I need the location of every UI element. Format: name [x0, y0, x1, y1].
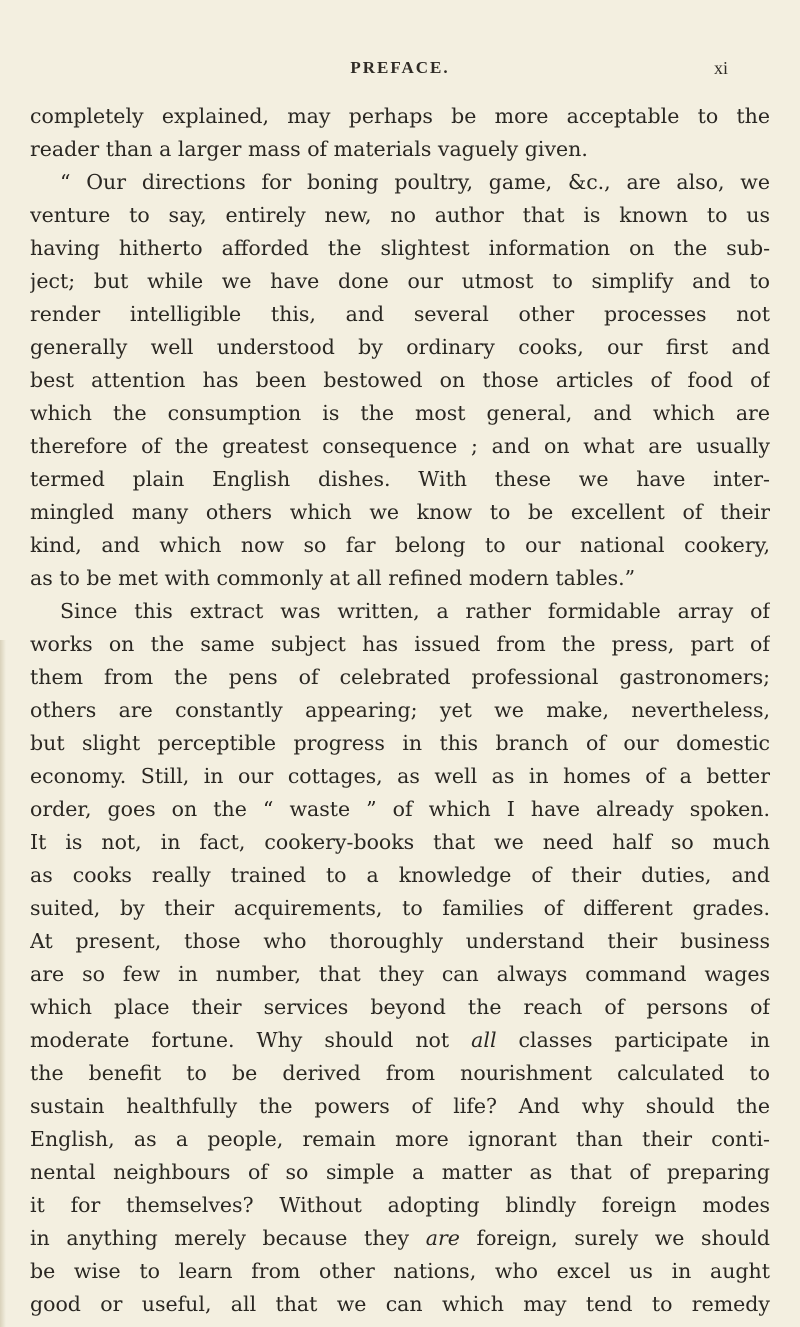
text-line: generally well understood by ordinary cooks, our first and	[30, 335, 770, 359]
running-head-title: PREFACE.	[350, 58, 450, 77]
text-line: “ Our directions for boning poultry, game, &c., are also, we	[60, 170, 770, 194]
text-line: mingled many others which we know to be excellent of their	[30, 500, 770, 524]
text-line: are so few in number, that they can always command wages	[30, 962, 770, 986]
text-line: Since this extract was written, a rather formidable array of	[60, 599, 770, 623]
text-line: in anything merely because they are foreign, surely we should	[30, 1226, 770, 1250]
page-edge-shadow	[0, 640, 6, 1327]
body-text	[30, 100, 770, 1321]
text-line: but slight perceptible progress in this branch of our domestic	[30, 731, 770, 755]
text-line: having hitherto afforded the slightest information on the sub-	[30, 236, 770, 260]
text-line: others are constantly appearing; yet we make, nevertheless,	[30, 698, 770, 722]
text-line: It is not, in fact, cookery-books that we need half so much	[30, 830, 770, 854]
text-line: it for themselves? Without adopting blindly foreign modes	[30, 1193, 770, 1217]
text-line: works on the same subject has issued from the press, part of	[30, 632, 770, 656]
text-line: which place their services beyond the reach of persons of	[30, 995, 770, 1019]
text-line: reader than a larger mass of materials vaguely given.	[30, 137, 588, 161]
text-line: completely explained, may perhaps be more acceptable to the	[30, 104, 770, 128]
text-line: them from the pens of celebrated professional gastronomers;	[30, 665, 770, 689]
text-line: nental neighbours of so simple a matter as that of preparing	[30, 1160, 770, 1184]
text-line: moderate fortune. Why should not all classes participate in	[30, 1028, 770, 1052]
text-line: order, goes on the “ waste ” of which I have already spoken.	[30, 797, 770, 821]
text-line: therefore of the greatest consequence ; and on what are usually	[30, 434, 770, 458]
text-line: termed plain English dishes. With these we have inter-	[30, 467, 770, 491]
running-head	[30, 58, 770, 88]
text-line: the benefit to be derived from nourishment calculated to	[30, 1061, 770, 1085]
text-line: English, as a people, remain more ignorant than their conti-	[30, 1127, 770, 1151]
text-line: as to be met with commonly at all refined modern tables.”	[30, 566, 636, 590]
text-line: venture to say, entirely new, no author that is known to us	[30, 203, 770, 227]
text-line: sustain healthfully the powers of life? And why should the	[30, 1094, 770, 1118]
text-line: best attention has been bestowed on those articles of food of	[30, 368, 770, 392]
text-line: ject; but while we have done our utmost to simplify and to	[30, 269, 770, 293]
text-line: kind, and which now so far belong to our national cookery,	[30, 533, 770, 557]
text-line: suited, by their acquirements, to families of different grades.	[30, 896, 770, 920]
text-line: be wise to learn from other nations, who excel us in aught	[30, 1259, 770, 1283]
text-line: economy. Still, in our cottages, as well as in homes of a better	[30, 764, 770, 788]
text-line: which the consumption is the most general, and which are	[30, 401, 770, 425]
text-line: render intelligible this, and several other processes not	[30, 302, 770, 326]
text-line: good or useful, all that we can which may tend to remedy	[30, 1292, 770, 1316]
text-line: as cooks really trained to a knowledge of their duties, and	[30, 863, 770, 887]
page-number: xi	[713, 58, 728, 78]
text-line: At present, those who thoroughly understand their business	[30, 929, 770, 953]
